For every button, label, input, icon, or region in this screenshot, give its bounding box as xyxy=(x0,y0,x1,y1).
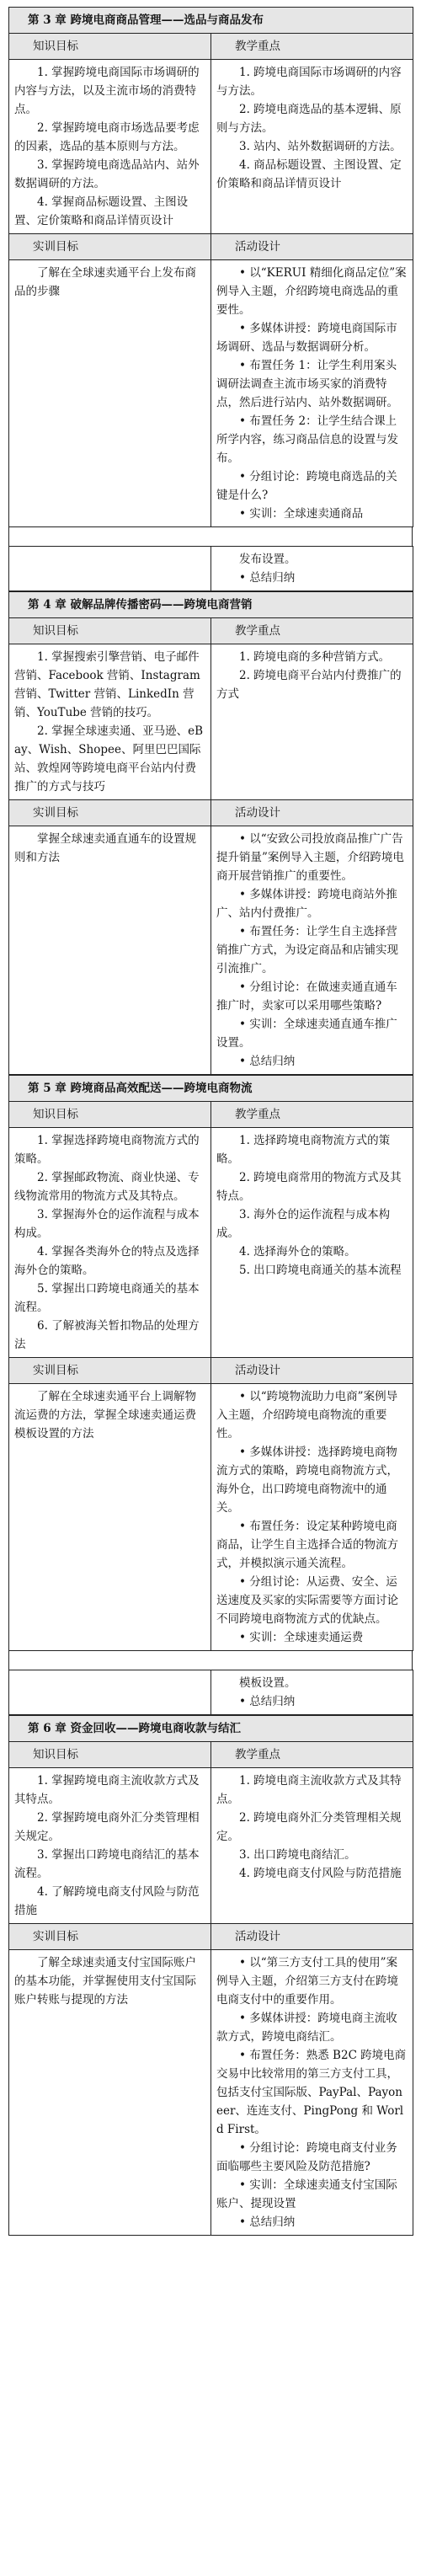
chapter-title: 第 5 章 跨境商品高效配送——跨境电商物流 xyxy=(9,1076,413,1102)
objective-item: 1. 掌握跨境电商国际市场调研的内容与方法，以及主流市场的消费特点。 xyxy=(14,66,200,116)
chapter-4-table xyxy=(8,591,413,1075)
objectives-header: 知识目标 xyxy=(9,618,211,644)
objective-item: 2. 掌握跨境电商市场选品要考虑的因素，选品的基本原则与方法。 xyxy=(14,121,200,153)
activity-item: • 布置任务：设定某种跨境电商商品，让学生自主选择合适的物流方式，并模拟演示通关流程。 xyxy=(216,1517,408,1573)
activity-item: • 以“KERUI 精细化商品定位”案例导入主题，介绍跨境电商选品的重要性。 xyxy=(216,264,408,319)
practice-cell xyxy=(9,260,211,527)
objective-item: 2. 掌握跨境电商外汇分类管理相关规定。 xyxy=(14,1811,200,1843)
practice-text: 了解在全球速卖通平台上调解物流运费的方法，掌握全球速卖通运费模板设置的方法 xyxy=(14,1390,196,1440)
focus-item: 1. 选择跨境电商物流方式的策略。 xyxy=(216,1134,391,1166)
activity-item: • 布置任务：熟悉 B2C 跨境电商交易中比较常用的第三方支付工具，包括支付宝国际版、PayPal、Payoneer、连连支付、PingPong 和 World First。 xyxy=(216,2046,408,2139)
activity-continuation: 模板设置。 xyxy=(239,1676,296,1690)
activity-item: • 分组讨论：从运费、安全、运送速度及买家的实际需要等方面讨论不同跨境电商物流方式的优缺点。 xyxy=(216,1573,408,1628)
summary-item: • 总结归纳 xyxy=(216,1692,408,1711)
focus-item: 3. 出口跨境电商结汇。 xyxy=(239,1848,356,1862)
activities-cell xyxy=(211,826,413,1075)
objective-item: 5. 掌握出口跨境电商通关的基本流程。 xyxy=(14,1282,200,1314)
chapter-title: 第 4 章 破解品牌传播密码——跨境电商营销 xyxy=(9,592,413,618)
objective-item: 4. 掌握商品标题设置、主图设置、定价策略和商品详情页设计 xyxy=(14,195,189,227)
objective-item: 1. 掌握选择跨境电商物流方式的策略。 xyxy=(14,1134,200,1166)
chapter-5-continued xyxy=(8,1670,413,1715)
activity-item: • 布置任务：让学生自主选择营销推广方式，为设定商品和店铺实现引流推广。 xyxy=(216,922,408,978)
activity-item: • 布置任务 1：让学生利用案头调研法调查主流市场买家的消费特点，然后进行站内、站外数据调研。 xyxy=(216,356,408,412)
page-break xyxy=(8,527,413,546)
objective-item: 4. 掌握各类海外仓的特点及选择海外仓的策略。 xyxy=(14,1245,200,1277)
activity-item: • 分组讨论：跨境电商选品的关键是什么? xyxy=(216,468,408,505)
practice-header: 实训目标 xyxy=(9,800,211,826)
practice-cell xyxy=(9,1950,211,2236)
practice-cell xyxy=(9,1384,211,1651)
practice-text: 了解全球速卖通支付宝国际账户的基本功能，并掌握使用支付宝国际账户转账与提现的方法 xyxy=(14,1956,196,2007)
activities-header: 活动设计 xyxy=(211,234,413,260)
focus-item: 1. 跨境电商的多种营销方式。 xyxy=(239,650,391,664)
chapter-title: 第 6 章 资金回收——跨境电商收款与结汇 xyxy=(9,1716,413,1742)
chapter-5-table xyxy=(8,1075,413,1651)
objective-item: 1. 掌握搜索引擎营销、电子邮件营销、Facebook 营销、Instagram 营销、Twitter 营销、LinkedIn 营销、YouTube 营销的技巧。 xyxy=(14,650,200,719)
activity-item: • 实训：全球速卖通支付宝国际账户、提现设置 xyxy=(216,2176,408,2213)
activity-item: • 以“安致公司投放商品推广广告提升销量”案例导入主题，介绍跨境电商开展营销推广的重要性。 xyxy=(216,830,408,885)
activity-item: • 多媒体讲授：跨境电商站外推广、站内付费推广。 xyxy=(216,885,408,922)
activity-item: • 多媒体讲授：跨境电商主流收款方式，跨境电商结汇。 xyxy=(216,2009,408,2046)
activity-item: • 实训：全球速卖通商品 xyxy=(216,505,408,523)
objective-item: 3. 掌握跨境电商选品站内、站外数据调研的方法。 xyxy=(14,158,200,190)
activities-header: 活动设计 xyxy=(211,1358,413,1384)
activity-item: • 多媒体讲授：选择跨境电商物流方式的策略，跨境电商物流方式，海外仓，出口跨境电商物流中的通关。 xyxy=(216,1443,408,1517)
focus-item: 4. 选择海外仓的策略。 xyxy=(239,1245,356,1259)
chapter-title: 第 3 章 跨境电商商品管理——选品与商品发布 xyxy=(9,8,413,34)
focus-item: 4. 商品标题设置、主图设置、定价策略和商品详情页设计 xyxy=(216,158,402,190)
activities-cell xyxy=(211,1384,413,1651)
focus-header: 教学重点 xyxy=(211,34,413,60)
objective-item: 3. 掌握出口跨境电商结汇的基本流程。 xyxy=(14,1848,200,1880)
focus-header: 教学重点 xyxy=(211,1742,413,1768)
activity-item: • 实训：全球速卖通运费 xyxy=(216,1628,408,1647)
chapter-6-table xyxy=(8,1715,413,2236)
practice-cell xyxy=(9,826,211,1075)
objective-item: 2. 掌握全球速卖通、亚马逊、eBay、Wish、Shopee、阿里巴巴国际站、敦煌网等跨境电商平台站内付费推广的方式与技巧 xyxy=(14,724,204,794)
activities-cell-cont xyxy=(211,547,413,591)
focus-item: 4. 跨境电商支付风险与防范措施 xyxy=(239,1867,402,1880)
objectives-cell xyxy=(9,1128,211,1358)
focus-item: 5. 出口跨境电商通关的基本流程 xyxy=(239,1264,402,1277)
focus-item: 2. 跨境电商常用的物流方式及其特点。 xyxy=(216,1171,402,1203)
activities-header: 活动设计 xyxy=(211,800,413,826)
activity-item: • 分组讨论：跨境电商支付业务面临哪些主要风险及防范措施? xyxy=(216,2139,408,2176)
summary-item: • 总结归纳 xyxy=(216,2213,408,2231)
objectives-cell xyxy=(9,644,211,800)
practice-cell-cont xyxy=(9,547,211,591)
objective-item: 2. 掌握邮政物流、商业快递、专线物流常用的物流方式及其特点。 xyxy=(14,1171,200,1203)
objectives-header: 知识目标 xyxy=(9,1742,211,1768)
practice-header: 实训目标 xyxy=(9,1358,211,1384)
page-break xyxy=(8,1651,413,1670)
activities-cell xyxy=(211,1950,413,2236)
summary-item: • 总结归纳 xyxy=(216,1052,408,1071)
chapter-3-table xyxy=(8,7,413,527)
practice-text: 掌握全球速卖通直通车的设置规则和方法 xyxy=(14,832,196,864)
focus-item: 1. 跨境电商主流收款方式及其特点。 xyxy=(216,1774,402,1806)
focus-item: 2. 跨境电商平台站内付费推广的方式 xyxy=(216,669,402,701)
focus-cell xyxy=(211,60,413,234)
focus-item: 1. 跨境电商国际市场调研的内容与方法。 xyxy=(216,66,402,98)
focus-cell xyxy=(211,1128,413,1358)
objective-item: 6. 了解被海关暂扣物品的处理方法 xyxy=(14,1319,200,1351)
activity-item: • 布置任务 2：让学生结合课上所学内容，练习商品信息的设置与发布。 xyxy=(216,412,408,468)
focus-header: 教学重点 xyxy=(211,1102,413,1128)
practice-cell-cont xyxy=(9,1670,211,1715)
activity-item: • 多媒体讲授：跨境电商国际市场调研、选品与数据调研分析。 xyxy=(216,319,408,356)
objective-item: 1. 掌握跨境电商主流收款方式及其特点。 xyxy=(14,1774,200,1806)
focus-item: 3. 站内、站外数据调研的方法。 xyxy=(239,140,402,153)
practice-text: 了解在全球速卖通平台上发布商品的步骤 xyxy=(14,266,196,298)
activity-item: • 以“第三方支付工具的使用”案例导入主题，介绍第三方支付在跨境电商支付中的重要作用。 xyxy=(216,1953,408,2009)
activity-item: • 以“跨境物流助力电商”案例导入主题，介绍跨境电商物流的重要性。 xyxy=(216,1387,408,1443)
objective-item: 4. 了解跨境电商支付风险与防范措施 xyxy=(14,1885,200,1917)
objective-item: 3. 掌握海外仓的运作流程与成本构成。 xyxy=(14,1208,200,1240)
activities-cell-cont xyxy=(211,1670,413,1715)
focus-cell xyxy=(211,644,413,800)
activities-header: 活动设计 xyxy=(211,1924,413,1950)
syllabus-document xyxy=(8,7,413,2236)
chapter-3-continued xyxy=(8,546,413,591)
practice-header: 实训目标 xyxy=(9,1924,211,1950)
objectives-header: 知识目标 xyxy=(9,34,211,60)
focus-item: 3. 海外仓的运作流程与成本构成。 xyxy=(216,1208,391,1240)
activity-continuation: 发布设置。 xyxy=(239,553,296,566)
focus-item: 2. 跨境电商选品的基本逻辑、原则与方法。 xyxy=(216,103,402,135)
activity-item: • 实训：全球速卖通直通车推广设置。 xyxy=(216,1015,408,1052)
practice-header: 实训目标 xyxy=(9,234,211,260)
objectives-header: 知识目标 xyxy=(9,1102,211,1128)
objectives-cell xyxy=(9,60,211,234)
focus-cell xyxy=(211,1768,413,1924)
summary-item: • 总结归纳 xyxy=(216,569,408,587)
focus-header: 教学重点 xyxy=(211,618,413,644)
activities-cell xyxy=(211,260,413,527)
activity-item: • 分组讨论：在做速卖通直通车推广时，卖家可以采用哪些策略? xyxy=(216,978,408,1015)
focus-item: 2. 跨境电商外汇分类管理相关规定。 xyxy=(216,1811,402,1843)
objectives-cell xyxy=(9,1768,211,1924)
